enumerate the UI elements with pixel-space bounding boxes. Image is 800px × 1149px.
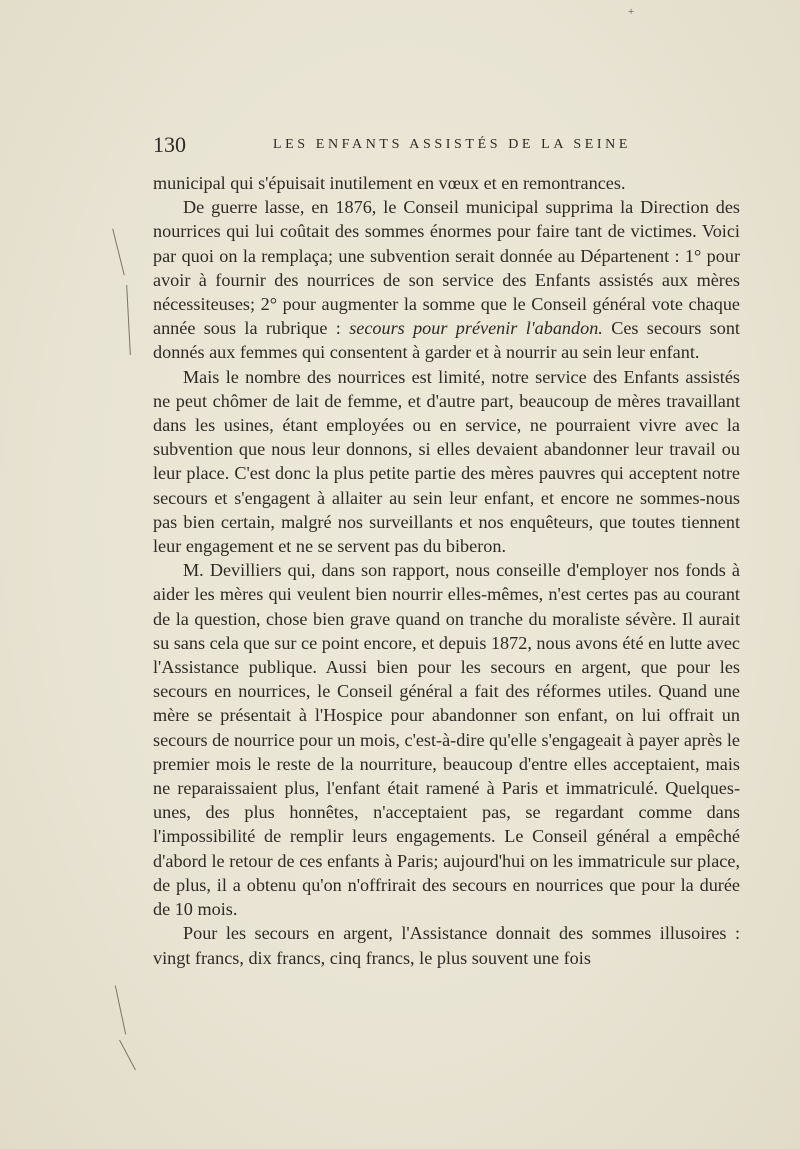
paragraph — [153, 558, 740, 921]
text-run: De guerre lasse, en 1876, le Conseil municipal supprima la Direction des nourrices qui lui coûtait des sommes énormes pour faire tant de victimes. Voici par quoi on la remplaça; une subvention serait donnée au Départenent : 1° pour avoir à fournir des nourrices de son service des Enfants assistés aux mères nécessiteuses; 2° pour augmenter la somme que le Conseil général vote chaque année sous la rubrique : — [153, 197, 740, 339]
text-run: municipal qui s'épuisait inutilement en vœux et en remontrances. — [153, 173, 626, 193]
text-run: M. Devilliers qui, dans son rapport, nous conseille d'employer nos fonds à aider les mères qui veulent bien nourrir elles-mêmes, n'est certes pas au courant de la question, chose bien grave quand on tranche du moraliste sévère. Il aurait su sans cela que sur ce point encore, et depuis 1872, nous avons été en lutte avec l'Assistance publique. Aussi bien pour les secours en argent, que pour les secours en nourrices, le Conseil général a fait des réformes utiles. Quand une mère se présentait à l'Hospice pour abandonner son enfant, on lui offrait un secours de nourrice pour un mois, c'est-à-dire qu'elle s'engageait à payer après le premier mois le reste de la nourriture, beaucoup d'entre elles acceptaient, mais ne reparaissaient plus, l'enfant était ramené à Paris et immatriculé. Quelques-unes, des plus honnêtes, n'acceptaient pas, se regardant comme dans l'impossibilité de remplir leurs engagements. Le Conseil général a empêché d'abord le retour de ces enfants à Paris; aujourd'hui on les immatricule sur place, de plus, il a obtenu qu'on n'offrirait des secours en nourrices que pour la durée de 10 mois. — [153, 560, 740, 920]
paragraph — [153, 195, 740, 364]
body-text — [153, 171, 740, 970]
text-run: Ces secours sont donnés aux femmes qui consentent à garder et à nourrir au sein leur enfant. — [153, 318, 740, 363]
top-mark: + — [628, 6, 635, 18]
paragraph — [153, 365, 740, 559]
italic-phrase: secours pour prévenir l'abandon. — [349, 318, 603, 339]
page-number: 130 — [153, 132, 186, 157]
paragraph — [153, 921, 740, 969]
margin-pencil-mark — [112, 229, 125, 276]
page-header — [153, 130, 740, 160]
margin-pencil-mark — [119, 1040, 136, 1070]
text-run: Pour les secours en argent, l'Assistance donnait des sommes illusoires : vingt francs, dix francs, cinq francs, le plus souvent une fois — [153, 923, 740, 968]
paragraph — [153, 171, 740, 195]
margin-pencil-mark — [126, 285, 131, 355]
running-title: LES ENFANTS ASSISTÉS DE LA SEINE — [273, 137, 632, 152]
text-run: Mais le nombre des nourrices est limité, notre service des Enfants assistés ne peut chômer de lait de femme, et d'autre part, beaucoup de mères travaillant dans les usines, étant employées ou en service, ne pourraient vivre avec la subvention que nous leur donnons, si elles devaient abandonner leur travail ou leur place. C'est donc la plus petite partie des mères pauvres qui acceptent notre secours et s'engagent à allaiter au sein leur enfant, et encore ne sommes-nous pas bien certain, malgré nos surveillants et nos enquêteurs, que toutes tiennent leur engagement et ne se servent pas du biberon. — [153, 366, 740, 557]
margin-pencil-mark — [115, 985, 126, 1034]
